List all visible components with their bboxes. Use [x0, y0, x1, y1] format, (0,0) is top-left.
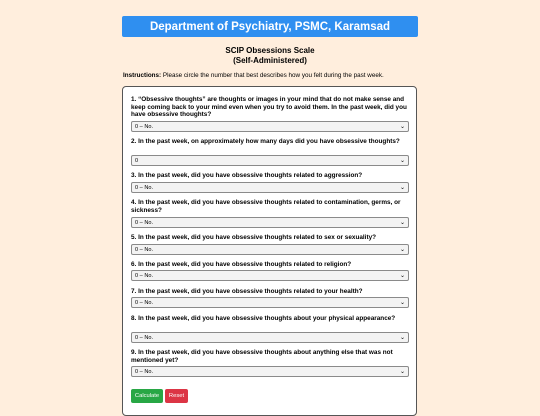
chevron-down-icon: ⌄	[399, 273, 405, 279]
form-title-block	[0, 46, 540, 66]
chevron-down-icon: ⌄	[399, 369, 405, 375]
instructions-text: Please circle the number that best describes how you felt during the past week.	[161, 72, 384, 79]
question-4-selected: 0 – No.	[135, 219, 154, 226]
question-9-text: 9. In the past week, did you have obsessive thoughts about anything else that was not mentioned yet?	[131, 349, 393, 364]
chevron-down-icon: ⌄	[399, 124, 405, 130]
question-6-select[interactable]	[131, 270, 409, 281]
reset-button[interactable]: Reset	[165, 389, 188, 403]
question-6-text: 6. In the past week, did you have obsessive thoughts related to religion?	[131, 261, 352, 268]
question-1-select[interactable]	[131, 121, 409, 132]
question-3-text: 3. In the past week, did you have obsessive thoughts related to aggression?	[131, 172, 363, 179]
question-3-select[interactable]	[131, 182, 409, 193]
question-1-selected: 0 – No.	[135, 123, 154, 130]
question-2-select[interactable]	[131, 155, 409, 166]
banner-title: Department of Psychiatry, PSMC, Karamsad	[149, 20, 391, 33]
question-7-text: 7. In the past week, did you have obsessive thoughts related to your health?	[131, 288, 363, 295]
chevron-down-icon: ⌄	[399, 335, 405, 341]
chevron-down-icon: ⌄	[399, 247, 405, 253]
question-5-text: 5. In the past week, did you have obsessive thoughts related to sex or sexuality?	[131, 234, 377, 241]
question-2-selected: 0	[135, 157, 139, 164]
form-title: SCIP Obsessions Scale	[225, 46, 315, 55]
question-9-selected: 0 – No.	[135, 368, 154, 375]
question-9-select[interactable]	[131, 366, 409, 377]
question-7-selected: 0 – No.	[135, 299, 154, 306]
question-8-selected: 0 – No.	[135, 334, 154, 341]
question-6-selected: 0 – No.	[135, 272, 154, 279]
question-8-select[interactable]	[131, 332, 409, 343]
chevron-down-icon: ⌄	[399, 220, 405, 226]
question-5-select[interactable]	[131, 244, 409, 255]
instructions	[123, 72, 423, 79]
instructions-label: Instructions:	[123, 72, 162, 79]
chevron-down-icon: ⌄	[399, 300, 405, 306]
chevron-down-icon: ⌄	[399, 185, 405, 191]
question-4-text: 4. In the past week, did you have obsessive thoughts related to contamination, germs, or sickness?	[131, 199, 401, 214]
question-2-text: 2. In the past week, on approximately how many days did you have obsessive thoughts?	[131, 138, 400, 145]
question-3-selected: 0 – No.	[135, 184, 154, 191]
calculate-button[interactable]: Calculate	[131, 389, 163, 403]
question-5-selected: 0 – No.	[135, 246, 154, 253]
form-subtitle: (Self-Administered)	[233, 56, 307, 65]
question-4-select[interactable]	[131, 217, 409, 228]
question-1-text: 1. “Obsessive thoughts” are thoughts or images in your mind that do not make sense and keep coming back to your mind even when you try to avoid them. In the past week, did you have obsessive thoughts?	[131, 96, 407, 119]
department-banner	[122, 16, 418, 37]
question-8-text: 8. In the past week, did you have obsessive thoughts about your physical appearance?	[131, 315, 396, 322]
question-7-select[interactable]	[131, 297, 409, 308]
chevron-down-icon: ⌄	[399, 158, 405, 164]
